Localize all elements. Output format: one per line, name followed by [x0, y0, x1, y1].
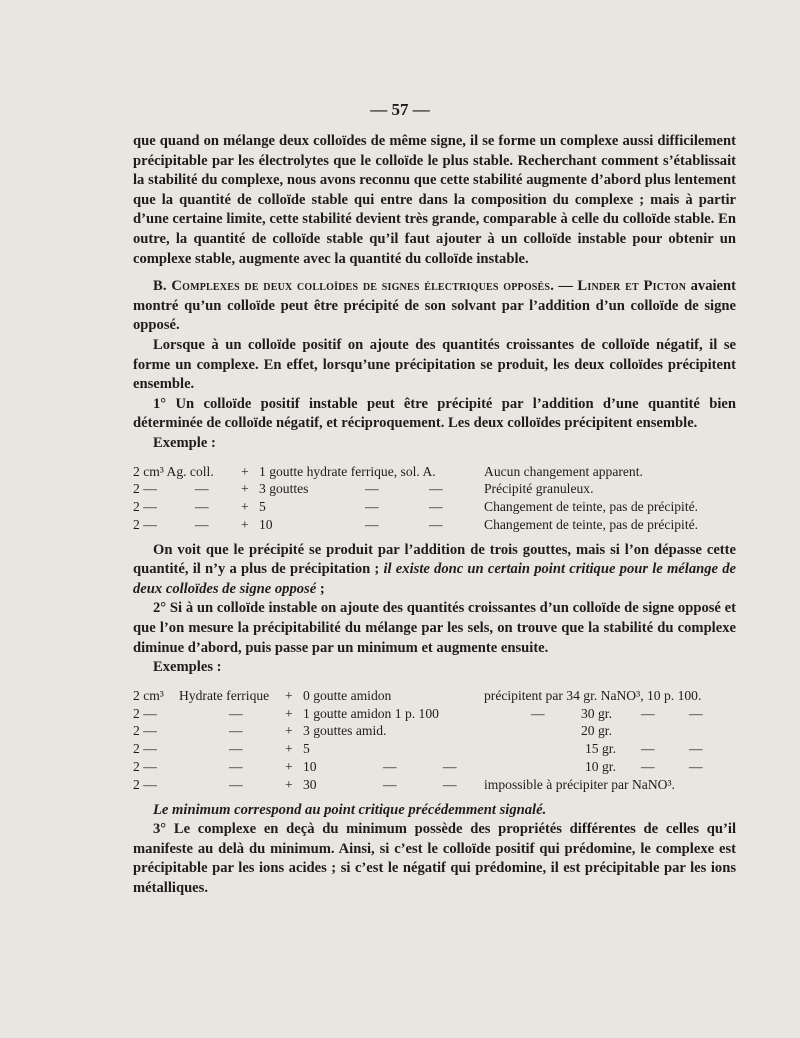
paragraph-5-end: ; [316, 580, 325, 597]
table-cell: 3 gouttes amid. [303, 723, 387, 739]
table-cell: 2 cm³ Ag. coll. [133, 463, 214, 479]
paragraph-5-italic: il existe donc un certain point critique pour le mélange de deux colloïdes de signe opposé [133, 561, 737, 597]
table-cell: — [229, 705, 243, 721]
paragraph-7 [133, 801, 736, 821]
table-cell: + [285, 741, 293, 757]
table-cell: 5 [303, 741, 310, 757]
table-cell: 2 — [133, 499, 157, 515]
table-cell: 1 goutte hydrate ferrique, sol. A. [259, 463, 436, 479]
table-row [133, 686, 736, 704]
table-cell: — [429, 516, 443, 532]
page-number: — 57 — [370, 100, 430, 119]
table-cell: précipitent par 34 gr. NaNO³, 10 p. 100. [484, 687, 702, 703]
table-cell: — [365, 499, 379, 515]
table-row [133, 515, 736, 533]
paragraph-5-text: On voit que le précipité se produit par l’addition de trois gouttes, mais si l’on dépasse cette quantité, il n’y a plus de précipitation ; [133, 541, 736, 578]
table-row [133, 775, 736, 793]
table-row [133, 479, 736, 497]
exemple-label: Exemple : [153, 434, 216, 451]
paragraph-4: 1° Un colloïde positif instable peut être précipité par l’addition d’une quantité bien déterminée de colloïde négatif, et réciproquement. Les deux colloïdes précipitent ensemble. [133, 395, 736, 432]
table-row [133, 757, 736, 775]
table-cell: + [241, 516, 249, 532]
table-cell: — [229, 776, 243, 792]
table-cell: — [195, 481, 209, 497]
table-cell: 3 gouttes [259, 481, 309, 497]
table-cell: — [641, 759, 655, 775]
table-cell: Précipité granuleux. [484, 481, 594, 497]
paragraph-6: 2° Si à un colloïde instable on ajoute des quantités croissantes d’un colloïde de signe opposé et que l’on mesure la précipitabilité du mélange par les sels, on trouve que la stabilité du complexe diminue d’abord, puis passe par un minimum et augmente ensuite. [133, 600, 736, 656]
table-cell: 30 [303, 776, 317, 792]
table-cell: — [689, 705, 703, 721]
table-row [133, 739, 736, 757]
paragraph-7-italic: Le minimum correspond au point critique précédemment signalé. [153, 801, 547, 818]
table-cell: — [229, 723, 243, 739]
table-cell: + [241, 463, 249, 479]
table-cell: — [429, 481, 443, 497]
section-b-text: avaient montré qu’un colloïde peut être précipité de son solvant par l’addition d’un colloïde de signe opposé. [133, 278, 737, 334]
table-cell: Hydrate ferrique [179, 687, 270, 703]
example-1-table [133, 462, 736, 533]
table-cell: — [429, 499, 443, 515]
table-cell: — [229, 741, 243, 757]
table-cell: 2 — [133, 741, 157, 757]
table-cell: — [365, 516, 379, 532]
table-cell: 2 — [133, 516, 157, 532]
table-cell: Aucun changement apparent. [484, 463, 643, 479]
section-b-dash: — [554, 278, 578, 295]
table-cell: — [383, 759, 397, 775]
paragraph-8: 3° Le complexe en deçà du minimum possède des propriétés différentes de celles qu’il manifeste au delà du minimum. Ainsi, si c’est le colloïde positif qui prédomine, le complexe est précipitable par les ions acides ; si c’est le négatif qui prédomine, il est précipitable par les ions métalliques. [133, 821, 736, 896]
table-cell: — [641, 705, 655, 721]
table-cell: 2 — [133, 776, 157, 792]
section-b-heading: B. Complexes de deux colloïdes de signes électriques opposés. [153, 278, 555, 295]
table-cell: + [241, 499, 249, 515]
paragraph-1: que quand on mélange deux colloïdes de même signe, il se forme un complexe aussi difficilement précipitable par les électrolytes que le colloïde le plus stable. Recherchant comment s’établissait la stabilité du complexe, nous avons reconnu que cette stabilité augmente d’abord plus lentement que la quantité de colloïde stable qui entre dans la composition du complexe ; mais à partir d’une certaine limite, cette stabilité devient très grande, comparable à celle du colloïde stable. En outre, la quantité de colloïde stable qu’il faut ajouter à un colloïde instable pour obtenir un complexe stable, augmente avec la quantité du colloïde instable. [133, 133, 736, 267]
table-cell: 15 gr. [585, 741, 616, 757]
table-cell: + [285, 705, 293, 721]
table-cell: 2 — [133, 723, 157, 739]
table-cell: Changement de teinte, pas de précipité. [484, 516, 699, 532]
table-cell: + [285, 687, 293, 703]
table-cell: — [229, 759, 243, 775]
table-cell: + [241, 481, 249, 497]
table-cell: — [443, 759, 457, 775]
table-row [133, 497, 736, 515]
table-cell: — [365, 481, 379, 497]
table-cell: 10 [303, 759, 317, 775]
table-row [133, 704, 736, 722]
table-cell: 2 — [133, 705, 157, 721]
table-cell: 2 cm³ [133, 687, 164, 703]
table-cell: 20 gr. [581, 723, 612, 739]
table-cell: — [641, 741, 655, 757]
table-cell: Changement de teinte, pas de précipité. [484, 499, 699, 515]
table-cell: 10 [259, 516, 273, 532]
table-cell: 2 — [133, 759, 157, 775]
section-b-authors: Linder et Picton [577, 278, 687, 295]
table-cell: — [443, 776, 457, 792]
section-b-paragraph [133, 277, 736, 336]
table-cell: 2 — [133, 481, 157, 497]
table-cell: 0 goutte amidon [303, 687, 392, 703]
table-cell: — [383, 776, 397, 792]
exemples-label: Exemples : [153, 659, 222, 676]
table-cell: impossible à précipiter par NaNO³. [484, 776, 675, 792]
paragraph-3: Lorsque à un colloïde positif on ajoute des quantités croissantes de colloïde négatif, il se forme un complexe. En effet, lorsqu’une précipitation se produit, les deux colloïdes précipitent ensemble. [133, 336, 736, 393]
table-cell: + [285, 759, 293, 775]
example-2-table [133, 686, 736, 793]
table-cell: 30 gr. [581, 705, 612, 721]
table-cell: — [195, 516, 209, 532]
table-cell: 1 goutte amidon 1 p. 100 [303, 705, 439, 721]
table-cell: 5 [259, 499, 266, 515]
table-cell: — [195, 499, 209, 515]
table-cell: — [689, 741, 703, 757]
table-cell: — [689, 759, 703, 775]
table-row [133, 721, 736, 739]
body-text [133, 132, 736, 899]
table-row [133, 462, 736, 480]
paragraph-5 [133, 541, 736, 600]
table-cell: + [285, 723, 293, 739]
table-cell: — [531, 705, 545, 721]
table-cell: + [285, 776, 293, 792]
table-cell: 10 gr. [585, 759, 616, 775]
